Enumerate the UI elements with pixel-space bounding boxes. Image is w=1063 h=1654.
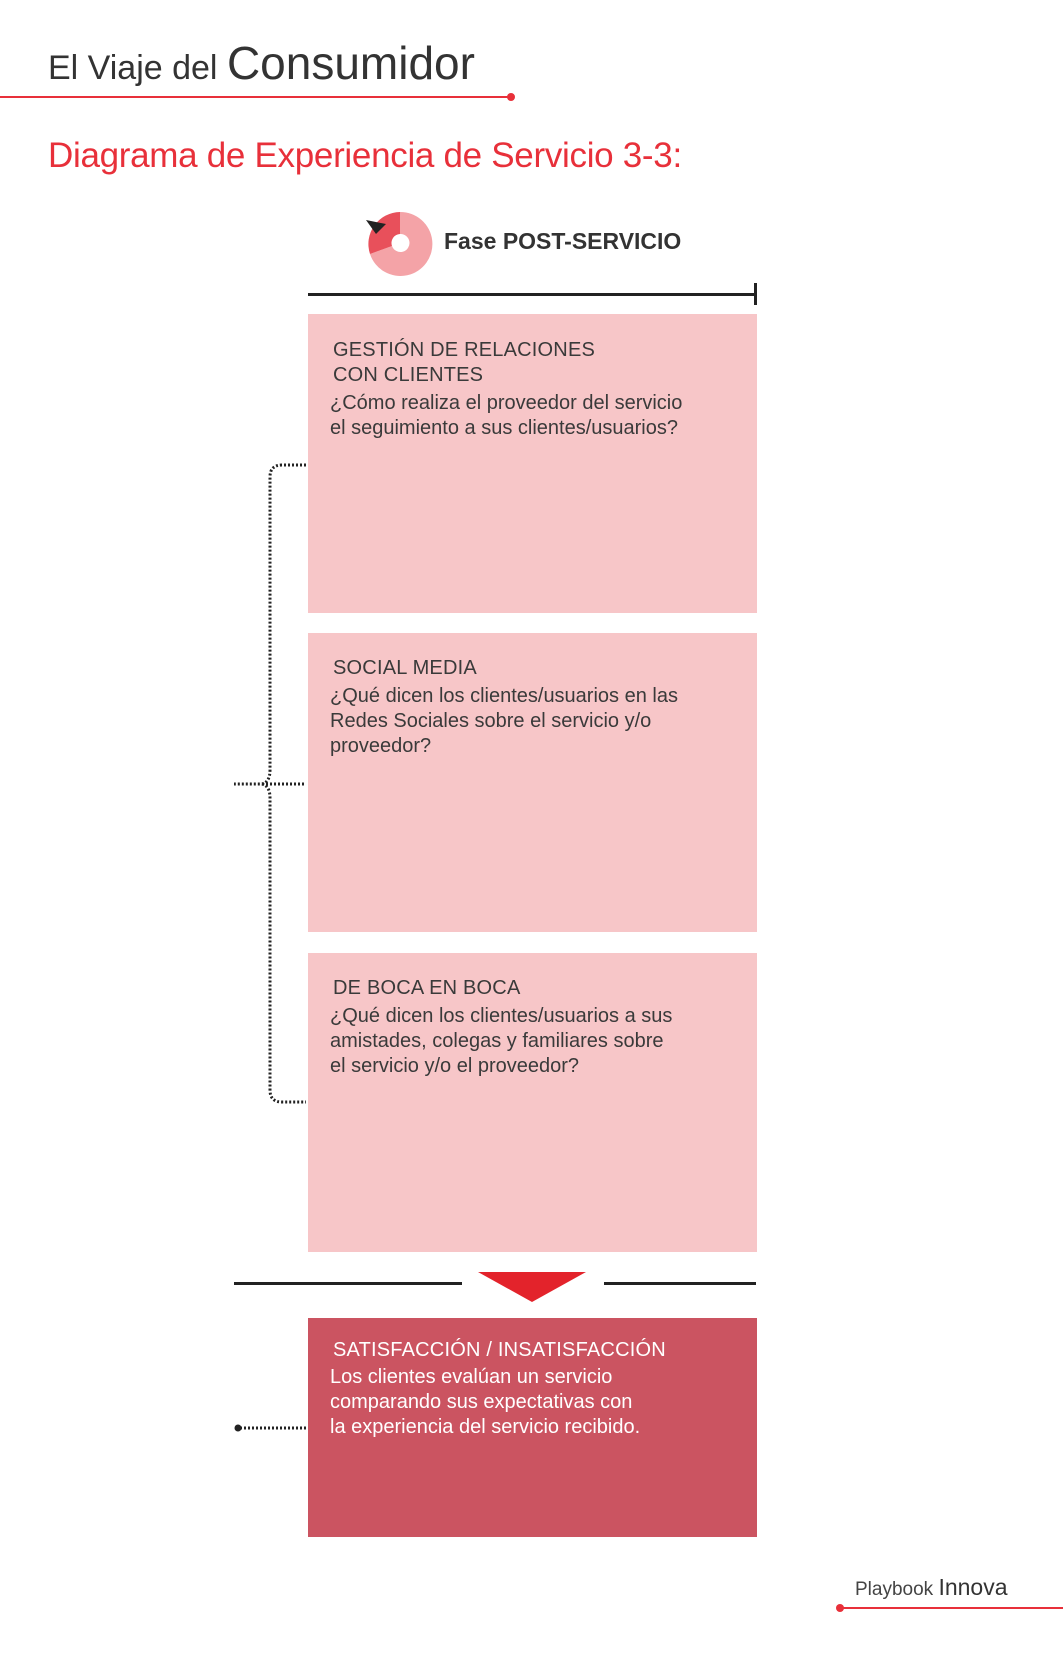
bracket-lower: [262, 784, 306, 1102]
diagram-subtitle: Diagrama de Experiencia de Servicio 3-3:: [48, 136, 682, 175]
footer-brand-name: Innova: [938, 1574, 1008, 1600]
card-description: ¿Qué dicen los clientes/usuarios en las Redes Sociales sobre el servicio y/o proveedor?: [330, 685, 678, 757]
card-title: DE BOCA EN BOCA: [333, 977, 521, 999]
card-description: Los clientes evalúan un servicio comparando sus expectativas con la experiencia del servicio recibido.: [330, 1366, 641, 1438]
footer-brand: [855, 1574, 1008, 1601]
title-prefix: El Viaje del: [48, 49, 227, 87]
bracket-upper: [234, 465, 306, 784]
outcome-rule-right: [604, 1282, 756, 1285]
phase-label: Fase POST-SERVICIO: [444, 228, 682, 254]
card-description: ¿Qué dicen los clientes/usuarios a sus amistades, colegas y familiares sobre el servicio y/o el proveedor?: [330, 1005, 673, 1077]
footer-underline: [840, 1607, 1063, 1609]
card-title: SATISFACCIÓN / INSATISFACCIÓN: [333, 1339, 666, 1361]
card-satisfaction-outcome: [308, 1318, 757, 1537]
connector-start-dot: [235, 1425, 242, 1432]
card-social-media: [308, 633, 757, 932]
card-description: ¿Cómo realiza el proveedor del servicio el seguimiento a sus clientes/usuarios?: [330, 392, 683, 439]
outcome-rule-left: [234, 1282, 462, 1285]
footer-underline-dot: [836, 1604, 844, 1612]
down-arrow-icon: [478, 1272, 586, 1302]
card-title: SOCIAL MEDIA: [333, 657, 477, 679]
card-customer-relations: [308, 314, 757, 613]
footer-brand-prefix: Playbook: [855, 1579, 939, 1600]
card-title: GESTIÓN DE RELACIONES CON CLIENTES: [333, 339, 596, 386]
card-word-of-mouth: [308, 953, 757, 1252]
title-emphasis: Consumidor: [226, 37, 475, 89]
